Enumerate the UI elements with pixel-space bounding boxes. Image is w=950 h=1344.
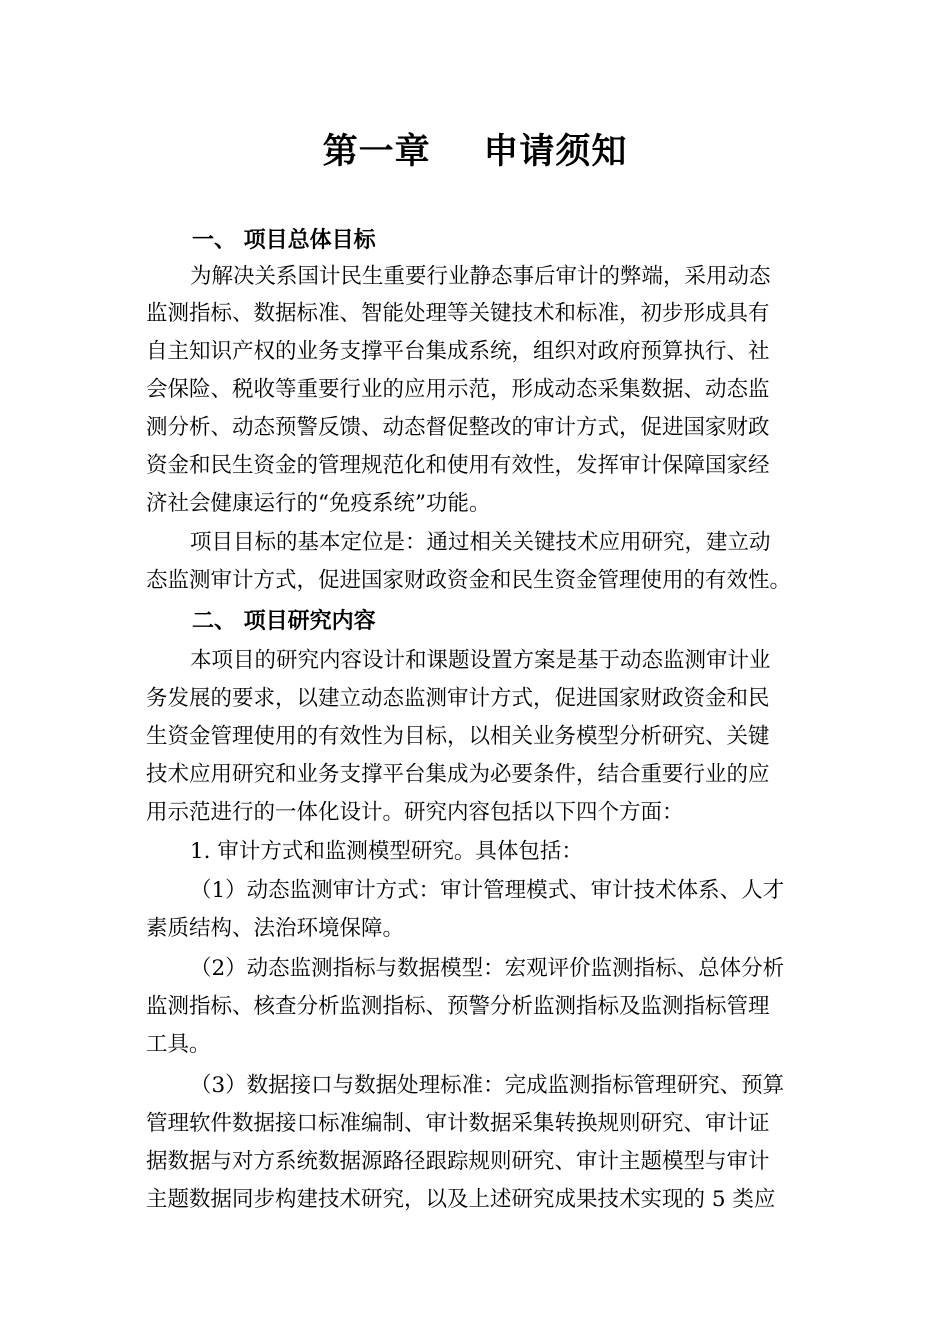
- section-heading-research: 二、 项目研究内容: [192, 608, 376, 634]
- paragraph-line: 监测指标、数据标准、智能处理等关键技术和标准，初步形成具有: [146, 301, 770, 326]
- paragraph-line: 态监测审计方式，促进国家财政资金和民生资金管理使用的有效性。: [146, 568, 792, 593]
- numbered-item-line: 1. 审计方式和监测模型研究。具体包括：: [190, 839, 583, 864]
- paragraph-line: 本项目的研究内容设计和课题设置方案是基于动态监测审计业: [190, 648, 771, 673]
- paragraph-line: 会保险、税收等重要行业的应用示范，形成动态采集数据、动态监: [146, 377, 770, 402]
- chapter-title: 第一章 申请须知: [322, 131, 628, 172]
- sub-item-line: 主题数据同步构建技术研究，以及上述研究成果技术实现的 5 类应: [146, 1187, 776, 1212]
- sub-item-line: 素质结构、法治环境保障。: [146, 916, 405, 941]
- paragraph-line: 用示范进行的一体化设计。研究内容包括以下四个方面：: [146, 800, 684, 825]
- paragraph-line: 济社会健康运行的“免疫系统”功能。: [146, 491, 491, 516]
- paragraph-line: 资金和民生资金的管理规范化和使用有效性，发挥审计保障国家经: [146, 453, 770, 478]
- section-heading-goals: 一、 项目总体目标: [192, 227, 376, 253]
- sub-item-line: （3）数据接口与数据处理标准：完成监测指标管理研究、预算: [190, 1073, 785, 1098]
- paragraph-line: 自主知识产权的业务支撑平台集成系统，组织对政府预算执行、社: [146, 339, 770, 364]
- sub-item-line: （2）动态监测指标与数据模型：宏观评价监测指标、总体分析: [190, 956, 785, 981]
- paragraph-line: 生资金管理使用的有效性为目标，以相关业务模型分析研究、关键: [146, 724, 770, 749]
- paragraph-line: 务发展的要求，以建立动态监测审计方式，促进国家财政资金和民: [146, 686, 770, 711]
- paragraph-line: 为解决关系国计民生重要行业静态事后审计的弊端，采用动态: [190, 264, 771, 289]
- sub-item-line: （1）动态监测审计方式：审计管理模式、审计技术体系、人才: [190, 878, 785, 903]
- paragraph-line: 项目目标的基本定位是：通过相关关键技术应用研究，建立动: [190, 530, 771, 555]
- sub-item-line: 监测指标、核查分析监测指标、预警分析监测指标及监测指标管理: [146, 994, 770, 1019]
- sub-item-line: 工具。: [146, 1032, 211, 1057]
- paragraph-line: 技术应用研究和业务支撑平台集成为必要条件，结合重要行业的应: [146, 762, 770, 787]
- sub-item-line: 据数据与对方系统数据源路径跟踪规则研究、审计主题模型与审计: [146, 1149, 770, 1174]
- sub-item-line: 管理软件数据接口标准编制、审计数据采集转换规则研究、审计证: [146, 1111, 770, 1136]
- paragraph-line: 测分析、动态预警反馈、动态督促整改的审计方式，促进国家财政: [146, 415, 770, 440]
